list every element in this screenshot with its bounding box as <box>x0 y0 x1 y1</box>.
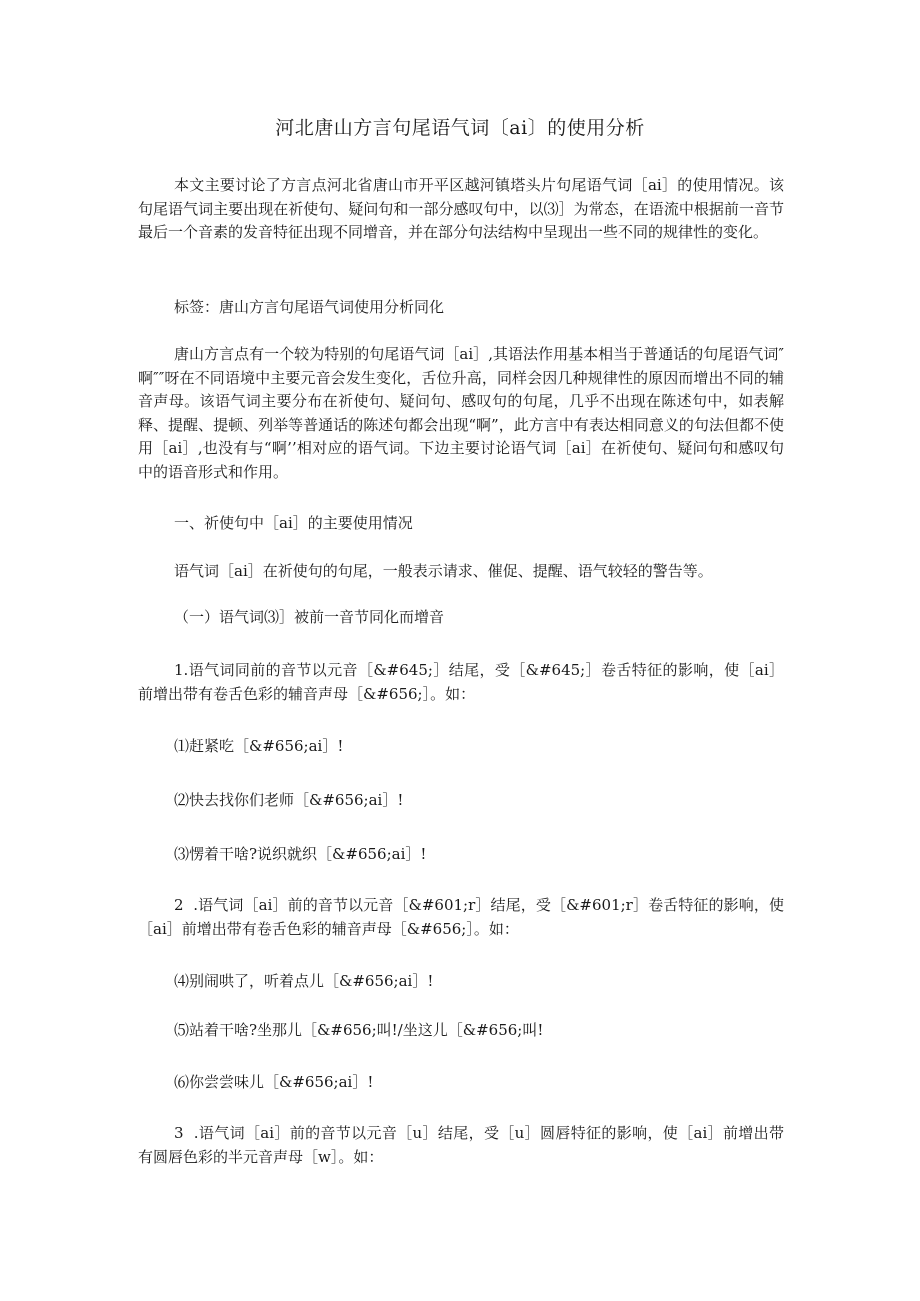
example-6: ⑹你尝尝味儿［&#656;ai］! <box>174 1073 374 1091</box>
rule1-paragraph: 1.语气词同前的音节以元音［&#645;］结尾，受［&#645;］卷舌特征的影响，使［ai］前增出带有卷舌色彩的辅音声母［&#656;］。如： <box>138 661 784 703</box>
example-4: ⑷别闹哄了，听着点儿［&#656;ai］! <box>174 972 434 990</box>
section1-heading: 一、祈使句中［ai］的主要使用情况 <box>174 514 413 532</box>
section1-intro: 语气词［ai］在祈使句的句尾，一般表示请求、催促、提醒、语气较轻的警告等。 <box>174 562 713 580</box>
intro-paragraph: 唐山方言点有一个较为特别的句尾语气词［ai］,其语法作用基本相当于普通话的句尾语气词″啊″″呀在不同语境中主要元音会发生变化，舌位升高，同样会因几种规律性的原因而增出不同的辅音声母。该语气词主要分布在祈使句、疑问句、感叹句的句尾，几乎不出现在陈述句中，如表解释、提醒、提顿、列举等普通话的陈述句都会出现“啊”，此方言中有表达相同意义的句法但都不使用［ai］,也没有与“啊’’相对应的语气词。下边主要讨论语气词［ai］在祈使句、疑问句和感叹句中的语音形式和作用。 <box>138 345 784 481</box>
abstract-paragraph: 本文主要讨论了方言点河北省唐山市开平区越河镇塔头片句尾语气词［ai］的使用情况。该句尾语气词主要出现在祈使句、疑问句和一部分感叹句中，以⑶］为常态，在语流中根据前一音节最后一个音素的发音特征出现不同增音，并在部分句法结构中呈现出一些不同的规律性的变化。 <box>138 176 784 241</box>
rule3-paragraph: 3 .语气词［ai］前的音节以元音［u］结尾，受［u］圆唇特征的影响，使［ai］前增出带有圆唇色彩的半元音声母［w］。如： <box>138 1124 784 1166</box>
example-3: ⑶愣着干啥?说织就织［&#656;ai］! <box>174 845 427 863</box>
document-title: 河北唐山方言句尾语气词〔ai〕的使用分析 <box>275 117 645 139</box>
rule2-paragraph: 2 .语气词［ai］前的音节以元音［&#601;r］结尾，受［&#601;r］卷舌特征的影响，使［ai］前增出带有卷舌色彩的辅音声母［&#656;］。如： <box>138 896 784 938</box>
example-1: ⑴赶紧吃［&#656;ai］! <box>174 737 344 755</box>
keywords-line: 标签：唐山方言句尾语气词使用分析同化 <box>174 298 445 316</box>
example-2: ⑵快去找你们老师［&#656;ai］! <box>174 791 404 809</box>
example-5: ⑸站着干啥?坐那儿［&#656;叫!/坐这儿［&#656;叫! <box>174 1021 544 1039</box>
subsection1-heading: （一）语气词⑶］被前一音节同化而增音 <box>174 608 445 626</box>
